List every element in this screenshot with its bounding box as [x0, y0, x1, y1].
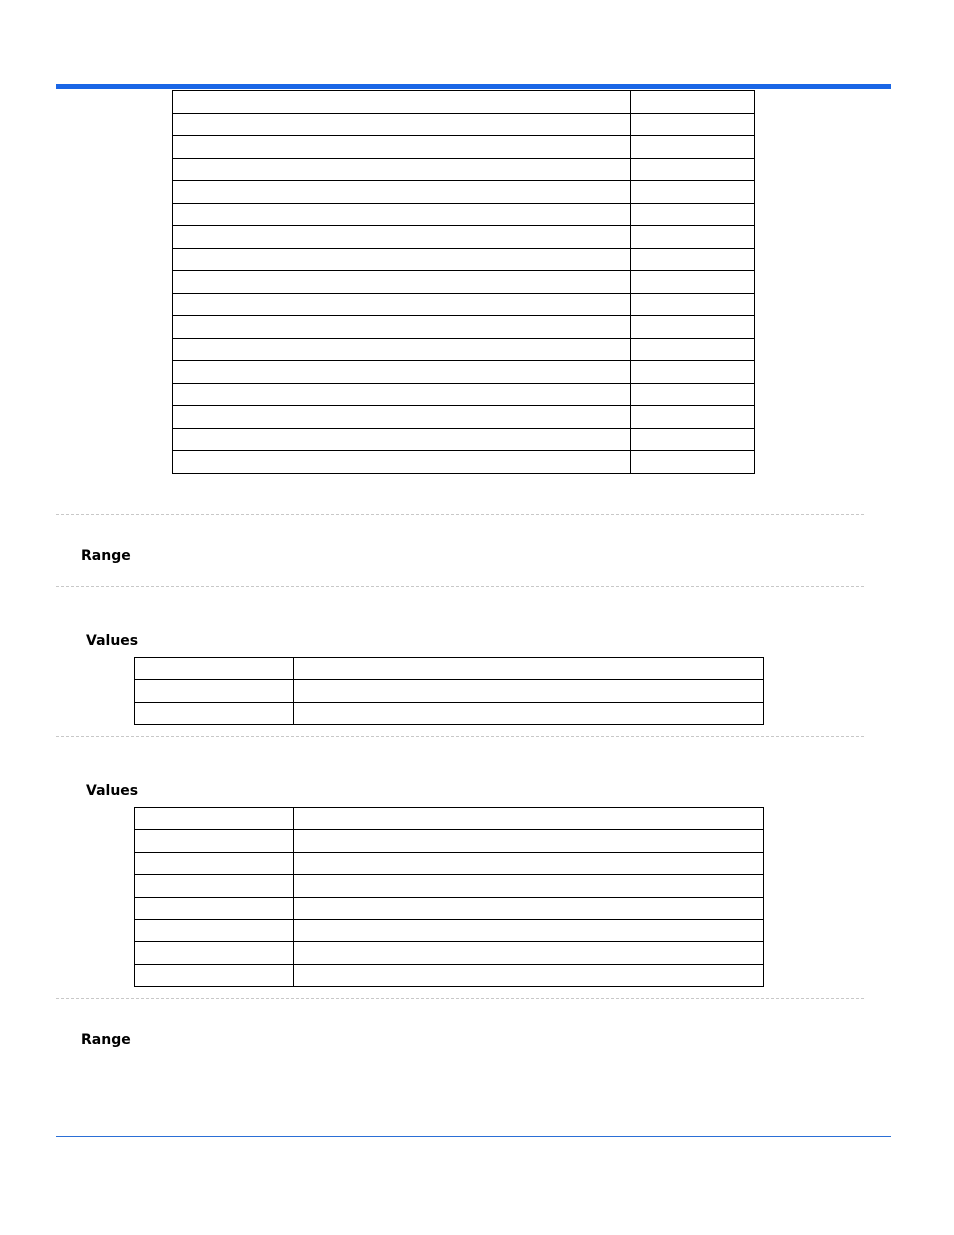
table-cell — [631, 113, 755, 136]
table-row — [173, 428, 755, 451]
header-accent-rule — [56, 84, 891, 89]
table-cell — [173, 271, 631, 294]
table-cell — [294, 919, 764, 941]
values-table-2-body — [135, 808, 764, 987]
table-row — [173, 338, 755, 361]
table-row — [135, 808, 764, 830]
table-row — [173, 383, 755, 406]
table-cell — [631, 361, 755, 384]
table-cell — [631, 338, 755, 361]
section-divider — [56, 736, 864, 737]
table-cell — [294, 852, 764, 874]
table-row — [173, 271, 755, 294]
table-cell — [173, 293, 631, 316]
table-cell — [631, 451, 755, 474]
table-cell — [294, 875, 764, 897]
table-row — [135, 702, 764, 724]
table-cell — [173, 406, 631, 429]
range-label: Range — [81, 1032, 131, 1048]
table-cell — [135, 658, 294, 680]
section-divider — [56, 586, 864, 587]
table-cell — [173, 451, 631, 474]
table-cell — [173, 248, 631, 271]
table-cell — [173, 203, 631, 226]
table-row — [173, 248, 755, 271]
table-row — [173, 203, 755, 226]
table-row — [173, 451, 755, 474]
table-row — [135, 875, 764, 897]
table-row — [173, 361, 755, 384]
table-cell — [294, 964, 764, 986]
table-row — [135, 897, 764, 919]
table-row — [173, 406, 755, 429]
table-cell — [173, 226, 631, 249]
table-cell — [631, 293, 755, 316]
table-row — [135, 942, 764, 964]
section-divider — [56, 998, 864, 999]
table-cell — [631, 406, 755, 429]
table-row — [135, 658, 764, 680]
table-cell — [135, 680, 294, 702]
table-cell — [173, 113, 631, 136]
footer-rule — [56, 1136, 891, 1137]
table-cell — [631, 136, 755, 159]
table-cell — [631, 203, 755, 226]
table-cell — [173, 428, 631, 451]
table-cell — [135, 919, 294, 941]
table-cell — [173, 91, 631, 114]
table-row — [173, 113, 755, 136]
table-cell — [294, 808, 764, 830]
values-table-1-body — [135, 658, 764, 725]
table-cell — [294, 680, 764, 702]
table-cell — [631, 226, 755, 249]
table-row — [173, 316, 755, 339]
table-row — [135, 852, 764, 874]
table-cell — [173, 383, 631, 406]
table-cell — [173, 181, 631, 204]
table-cell — [631, 316, 755, 339]
table-row — [173, 181, 755, 204]
values-label: Values — [86, 783, 139, 799]
table-row — [135, 919, 764, 941]
table-cell — [135, 897, 294, 919]
table-cell — [631, 248, 755, 271]
table-cell — [135, 808, 294, 830]
table-row — [135, 830, 764, 852]
table-cell — [135, 702, 294, 724]
values-table-2 — [134, 807, 764, 987]
table-cell — [135, 852, 294, 874]
table-cell — [294, 830, 764, 852]
table-cell — [631, 428, 755, 451]
table-row — [173, 293, 755, 316]
table-row — [135, 680, 764, 702]
table-cell — [294, 897, 764, 919]
table-cell — [631, 158, 755, 181]
values-label: Values — [86, 633, 139, 649]
table-cell — [294, 658, 764, 680]
table-row — [135, 964, 764, 986]
parameter-table-1 — [172, 90, 755, 474]
table-cell — [631, 181, 755, 204]
table-cell — [294, 702, 764, 724]
table-cell — [173, 158, 631, 181]
table-cell — [173, 338, 631, 361]
range-label: Range — [81, 548, 131, 564]
table-cell — [294, 942, 764, 964]
table-cell — [135, 942, 294, 964]
table-cell — [631, 91, 755, 114]
table-cell — [135, 875, 294, 897]
table-cell — [173, 316, 631, 339]
table-row — [173, 91, 755, 114]
table-cell — [173, 136, 631, 159]
table-cell — [631, 383, 755, 406]
table-row — [173, 226, 755, 249]
table-cell — [173, 361, 631, 384]
values-table-1 — [134, 657, 764, 725]
table-cell — [135, 830, 294, 852]
table-row — [173, 158, 755, 181]
table-row — [173, 136, 755, 159]
parameter-table-1-body — [173, 91, 755, 474]
table-cell — [135, 964, 294, 986]
table-cell — [631, 271, 755, 294]
section-divider — [56, 514, 864, 515]
